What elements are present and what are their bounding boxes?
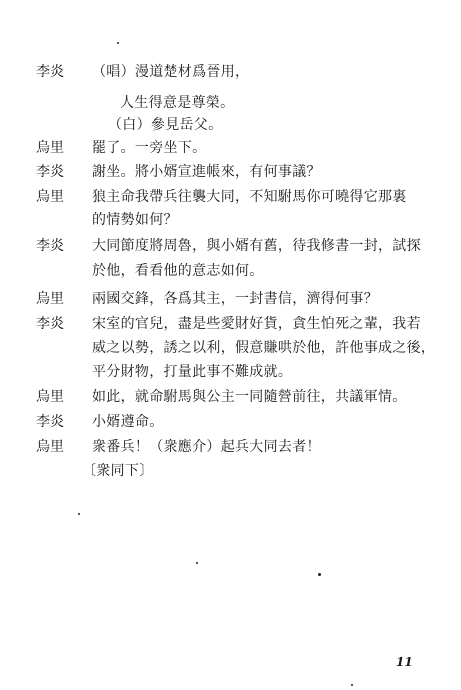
speaker-name: 李炎 [36,164,64,180]
speaker-name: 李炎 [36,414,64,430]
ink-speck [351,684,353,686]
page-number: 11 [396,655,413,669]
verse-line: 人生得意是尊榮。 [120,95,235,111]
dialogue-line-continued: 於他，看看他的意志如何。 [92,263,264,279]
dialogue-line: 大同節度將周魯，與小婿有舊，待我修書一封，試探 [92,238,421,254]
dialogue-line-continued: 的情勢如何？ [92,212,178,228]
stage-direction: 〔衆同下〕 [82,463,154,479]
dialogue-line-continued: 平分財物，打量此事不難成就。 [92,364,293,380]
dialogue-line: 罷了。一旁坐下。 [92,140,207,156]
ink-speck [117,42,119,44]
speaker-name: 李炎 [36,64,64,80]
ink-speck [318,573,321,576]
speaker-name: 烏里 [36,189,64,205]
speaker-name: 烏里 [36,291,64,307]
speaker-name: 烏里 [36,439,64,455]
dialogue-line: 衆番兵！（衆應介）起兵大同去者！ [92,439,321,455]
speaker-name: 李炎 [36,316,64,332]
dialogue-line: 狼主命我帶兵往襲大同，不知駙馬你可曉得它那裏 [92,189,407,205]
speaker-name: 李炎 [36,238,64,254]
spoken-line: （白）參見岳父。 [108,117,223,133]
dialogue-line: 宋室的官兒，盡是些愛財好貨，貪生怕死之輩，我若 [92,316,421,332]
dialogue-line-continued: 威之以勢，誘之以利，假意賺哄於他，許他事成之後， [92,340,436,356]
dialogue-line: （唱）漫道楚材爲晉用， [92,64,250,80]
ink-speck [196,562,198,564]
speaker-name: 烏里 [36,140,64,156]
speaker-name: 烏里 [36,389,64,405]
dialogue-line: 兩國交鋒，各爲其主，一封書信，濟得何事？ [92,291,378,307]
dialogue-line: 如此，就命駙馬與公主一同隨營前往，共議軍情。 [92,389,407,405]
dialogue-line: 謝坐。將小婿宣進帳來，有何事議？ [92,164,321,180]
dialogue-line: 小婿遵命。 [92,414,164,430]
ink-speck [78,513,80,515]
